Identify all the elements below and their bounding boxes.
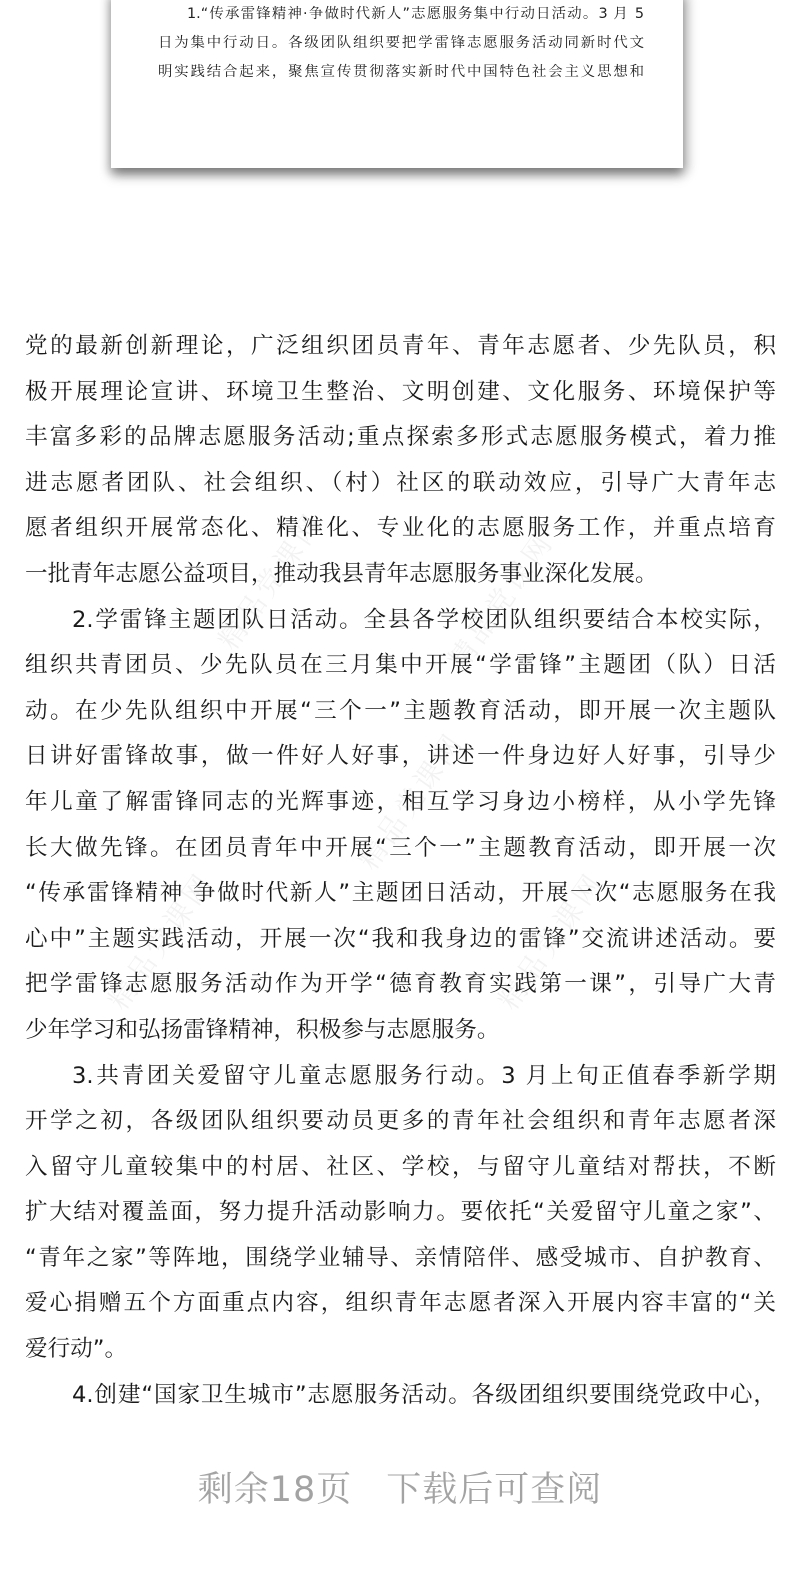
watermark: 精品党课网 bbox=[351, 725, 471, 876]
preview-line: 1.“传承雷锋精神·争做时代新人”志愿服务集中行动日活动。3 月 5 bbox=[187, 6, 644, 22]
doc-line: 动。在少先队组织中开展“三个一”主题教育活动，即开展一次主题队 bbox=[25, 697, 776, 724]
doc-line: 开学之初，各级团队组织要动员更多的青年社会组织和青年志愿者深 bbox=[25, 1108, 776, 1135]
doc-line: 把学雷锋志愿服务活动作为开学“德育教育实践第一课”，引导广大青 bbox=[25, 971, 776, 998]
doc-line: 扩大结对覆盖面，努力提升活动影响力。要依托“关爱留守儿童之家”、 bbox=[25, 1199, 776, 1226]
watermark: 精品党课网 bbox=[101, 865, 221, 1016]
doc-line: 愿者组织开展常态化、精准化、专业化的志愿服务工作，并重点培育 bbox=[25, 515, 776, 542]
document-body bbox=[25, 324, 776, 1418]
doc-line: 年儿童了解雷锋同志的光辉事迹，相互学习身边小榜样，从小学先锋 bbox=[25, 788, 776, 815]
watermark: 精品党课网 bbox=[491, 865, 611, 1016]
doc-line: 组织共青团员、少先队员在三月集中开展“学雷锋”主题团（队）日活 bbox=[25, 652, 776, 679]
watermark: 精品党课网 bbox=[211, 505, 331, 656]
doc-line: 心中”主题实践活动，开展一次“我和我身边的雷锋”交流讲述活动。要 bbox=[25, 925, 776, 952]
watermark: 精品党课网 bbox=[441, 525, 561, 676]
download-to-read-more-banner[interactable] bbox=[0, 1462, 800, 1512]
preview-card-text bbox=[158, 0, 644, 87]
doc-line: 爱心捐赠五个方面重点内容，组织青年志愿者深入开展内容丰富的“关 bbox=[25, 1290, 776, 1317]
doc-line: 丰富多彩的品牌志愿服务活动;重点探索多形式志愿服务模式，着力推 bbox=[25, 424, 776, 451]
doc-line: “传承雷锋精神 争做时代新人”主题团日活动，开展一次“志愿服务在我 bbox=[25, 880, 776, 907]
doc-line: 一批青年志愿公益项目，推动我县青年志愿服务事业深化发展。 bbox=[25, 560, 658, 587]
doc-line: 党的最新创新理论，广泛组织团员青年、青年志愿者、少先队员，积 bbox=[25, 333, 776, 359]
doc-line: “青年之家”等阵地，围绕学业辅导、亲情陪伴、感受城市、自护教育、 bbox=[25, 1244, 776, 1271]
doc-line: 少年学习和弘扬雷锋精神，积极参与志愿服务。 bbox=[25, 1016, 500, 1043]
download-to-view-label[interactable]: 下载后可查阅 bbox=[386, 1470, 603, 1510]
doc-line: 3.共青团关爱留守儿童志愿服务行动。3 月上旬正值春季新学期 bbox=[72, 1062, 776, 1089]
doc-line: 4.创建“国家卫生城市”志愿服务活动。各级团组织要围绕党政中心， bbox=[72, 1381, 776, 1408]
doc-line: 进志愿者团队、社会组织、（村）社区的联动效应，引导广大青年志 bbox=[25, 469, 776, 496]
preview-line: 日为集中行动日。各级团队组织要把学雷锋志愿服务活动同新时代文 bbox=[158, 35, 644, 51]
doc-line: 爱行动”。 bbox=[25, 1336, 128, 1363]
preview-line: 明实践结合起来，聚焦宣传贯彻落实新时代中国特色社会主义思想和 bbox=[158, 64, 644, 80]
doc-line: 2.学雷锋主题团队日活动。全县各学校团队组织要结合本校实际， bbox=[72, 606, 776, 633]
remaining-pages-label: 剩余18页 bbox=[197, 1470, 353, 1510]
doc-line: 日讲好雷锋故事，做一件好人好事，讲述一件身边好人好事，引导少 bbox=[25, 743, 776, 770]
page-preview-card bbox=[111, 0, 683, 168]
doc-line: 入留守儿童较集中的村居、社区、学校，与留守儿童结对帮扶，不断 bbox=[25, 1153, 776, 1180]
doc-line: 极开展理论宣讲、环境卫生整治、文明创建、文化服务、环境保护等 bbox=[25, 378, 776, 405]
doc-line: 长大做先锋。在团员青年中开展“三个一”主题教育活动，即开展一次 bbox=[25, 834, 776, 861]
